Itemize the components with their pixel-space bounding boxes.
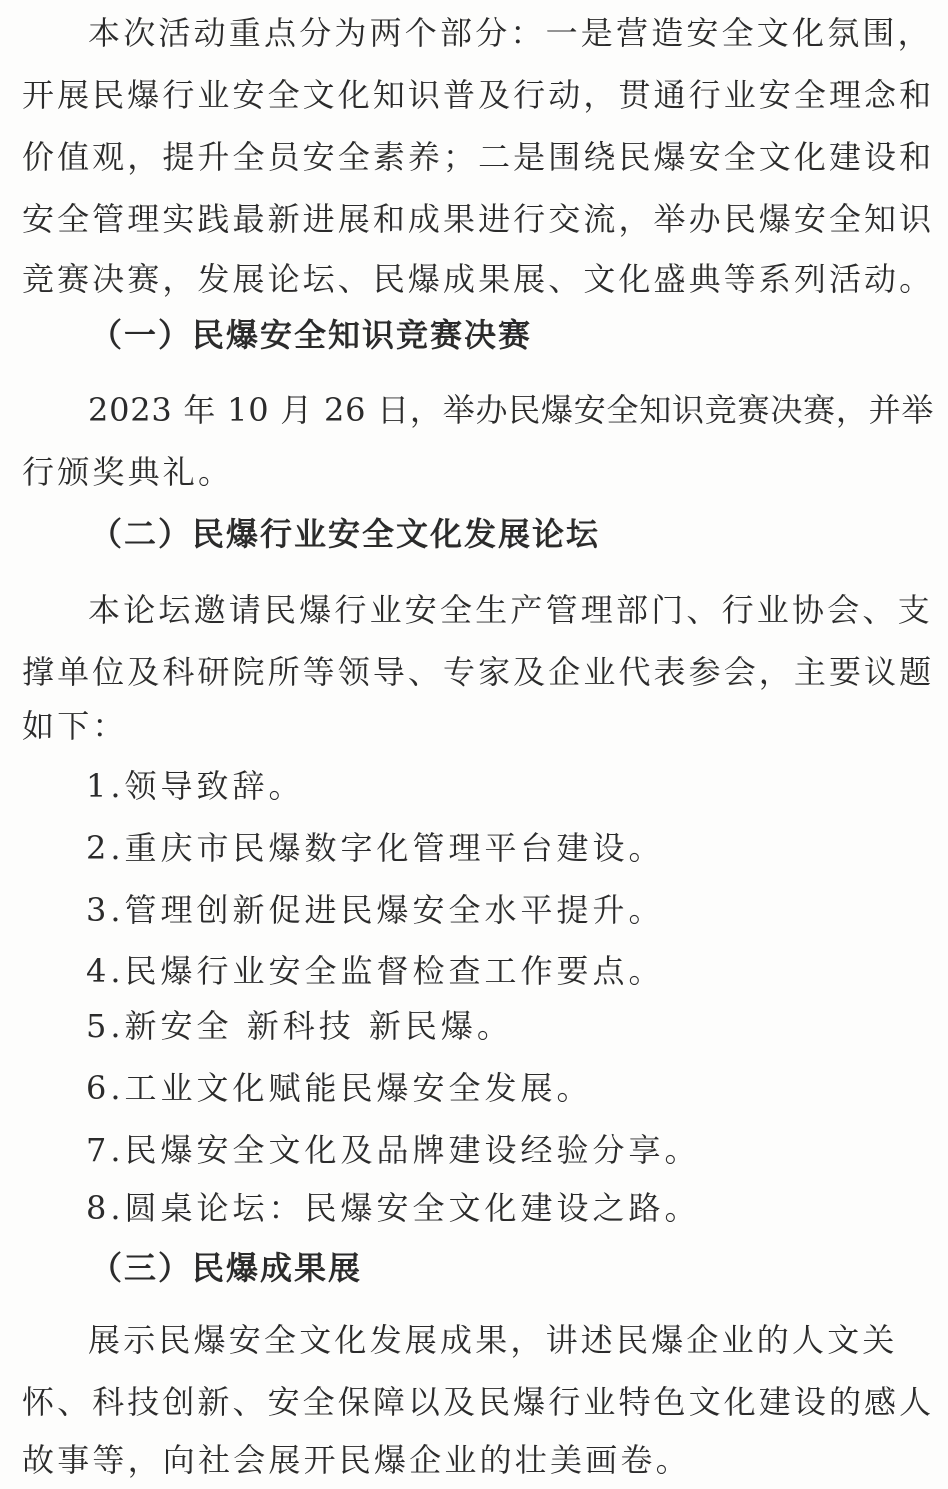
section-heading: （一）民爆安全知识竞赛决赛	[90, 316, 533, 354]
paragraph-line: 怀、科技创新、安全保障以及民爆行业特色文化建设的感人	[22, 1383, 935, 1421]
intro-line: 本次活动重点分为两个部分：一是营造安全文化氛围，	[88, 14, 933, 52]
agenda-item: 6.工业文化赋能民爆安全发展。	[86, 1069, 593, 1107]
agenda-item: 1.领导致辞。	[86, 767, 305, 805]
intro-line: 竞赛决赛，发展论坛、民爆成果展、文化盛典等系列活动。	[22, 260, 935, 298]
paragraph-line: 展示民爆安全文化发展成果，讲述民爆企业的人文关	[88, 1321, 898, 1359]
intro-line: 价值观，提升全员安全素养；二是围绕民爆安全文化建设和	[22, 138, 935, 176]
section-heading: （二）民爆行业安全文化发展论坛	[90, 515, 601, 553]
paragraph-line: 本论坛邀请民爆行业安全生产管理部门、行业协会、支	[88, 591, 933, 629]
agenda-item: 3.管理创新促进民爆安全水平提升。	[86, 891, 665, 929]
paragraph-line: 撑单位及科研院所等领导、专家及企业代表参会，主要议题	[22, 653, 935, 691]
agenda-item: 7.民爆安全文化及品牌建设经验分享。	[86, 1131, 701, 1169]
agenda-item: 5.新安全 新科技 新民爆。	[86, 1007, 513, 1045]
agenda-item: 2.重庆市民爆数字化管理平台建设。	[86, 829, 665, 867]
intro-line: 开展民爆行业安全文化知识普及行动，贯通行业安全理念和	[22, 76, 935, 114]
agenda-item: 4.民爆行业安全监督检查工作要点。	[86, 952, 665, 990]
paragraph-line: 故事等，向社会展开民爆企业的壮美画卷。	[22, 1441, 691, 1479]
paragraph-line: 2023 年 10 月 26 日，举办民爆安全知识竞赛决赛，并举	[88, 391, 935, 429]
agenda-item: 8.圆桌论坛：民爆安全文化建设之路。	[86, 1189, 701, 1227]
paragraph-line: 行颁奖典礼。	[22, 453, 234, 491]
paragraph-line: 如下：	[22, 707, 128, 745]
section-heading: （三）民爆成果展	[90, 1249, 363, 1287]
intro-line: 安全管理实践最新进展和成果进行交流，举办民爆安全知识	[22, 200, 935, 238]
